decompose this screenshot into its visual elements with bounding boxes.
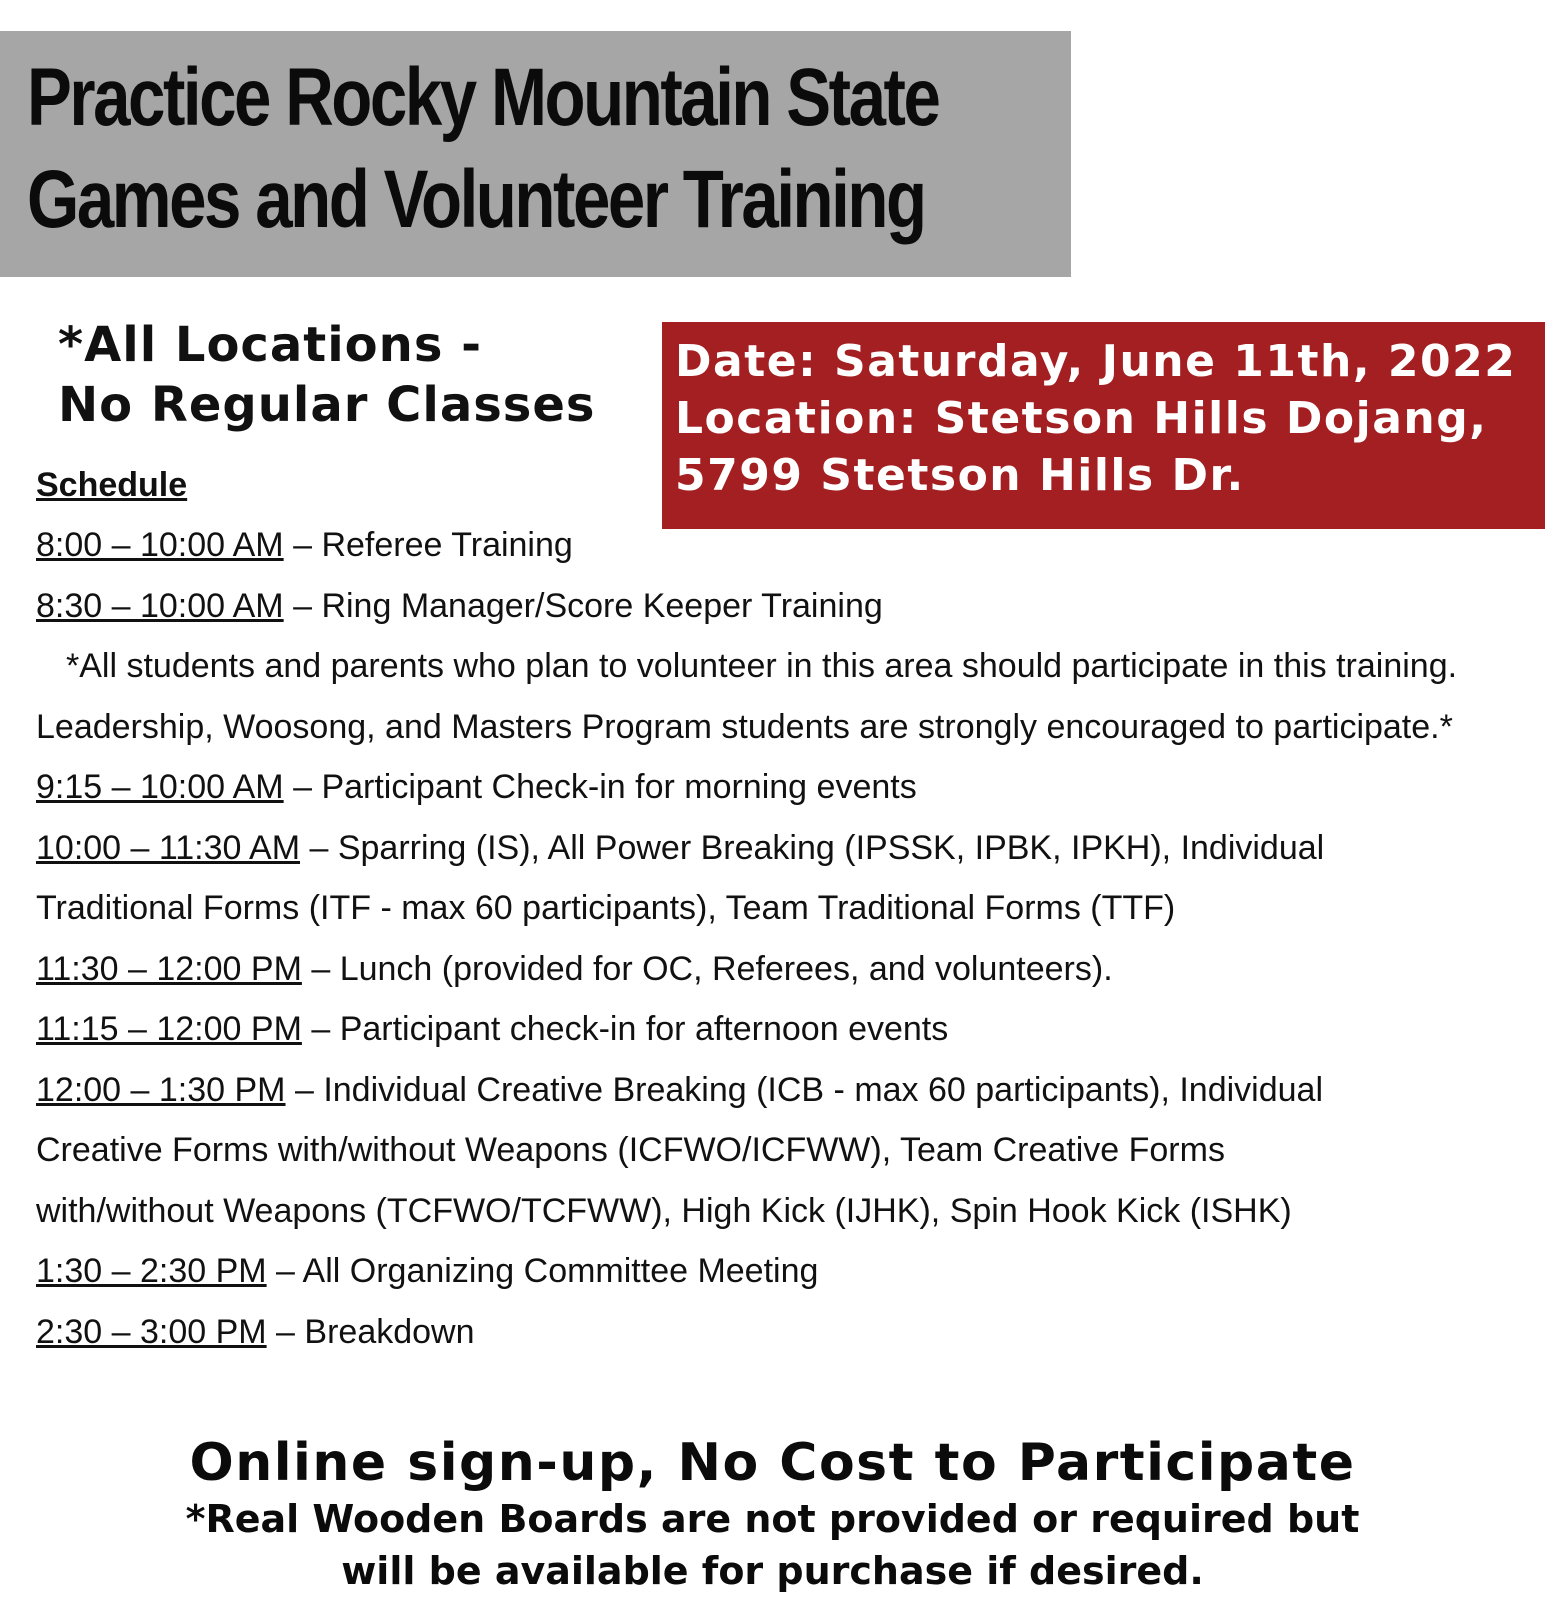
schedule-item-continuation: Creative Forms with/without Weapons (ICFWO/ICFWW), Team Creative Forms	[36, 1131, 1225, 1169]
schedule-item-continuation: with/without Weapons (TCFWO/TCFWW), High Kick (IJHK), Spin Hook Kick (ISHK)	[36, 1191, 1292, 1230]
schedule-heading: Schedule	[36, 466, 188, 504]
schedule-time: 11:15 – 12:00 PM	[36, 1010, 302, 1048]
signup-heading: Online sign-up, No Cost to Participate	[189, 1433, 1356, 1493]
schedule-time: 9:15 – 10:00 AM	[36, 768, 284, 806]
schedule-text: – Individual Creative Breaking (ICB - max 60 participants), Individual	[285, 1070, 1323, 1109]
event-date: Date: Saturday, June 11th, 2022	[675, 336, 1517, 387]
title-banner	[0, 31, 1071, 277]
footer	[0, 1433, 1545, 1597]
schedule-time: 1:30 – 2:30 PM	[36, 1252, 267, 1290]
schedule-text: – Participant Check-in for morning events	[283, 768, 917, 806]
schedule-time: 8:30 – 10:00 AM	[36, 586, 284, 625]
schedule-section	[36, 455, 1516, 1362]
schedule-text: – Referee Training	[283, 526, 573, 564]
schedule-time: 2:30 – 3:00 PM	[36, 1312, 267, 1351]
schedule-text: – Breakdown	[266, 1312, 475, 1351]
schedule-text: – Lunch (provided for OC, Referees, and volunteers).	[301, 949, 1113, 988]
event-location: Location: Stetson Hills Dojang,	[675, 393, 1488, 444]
schedule-text: – Ring Manager/Score Keeper Training	[283, 586, 883, 625]
schedule-item-continuation: Traditional Forms (ITF - max 60 participants), Team Traditional Forms (TTF)	[36, 889, 1176, 927]
boards-note-line-1: *Real Wooden Boards are not provided or required but	[185, 1497, 1360, 1541]
schedule-time: 8:00 – 10:00 AM	[36, 526, 284, 564]
schedule-time: 11:30 – 12:00 PM	[36, 949, 302, 988]
event-address: 5799 Stetson Hills Dr.	[675, 450, 1245, 501]
schedule-item	[36, 1241, 1516, 1302]
schedule-item	[36, 576, 1516, 637]
schedule-item	[36, 1302, 1516, 1363]
schedule-item	[36, 1060, 1516, 1121]
schedule-time: 10:00 – 11:30 AM	[36, 828, 301, 867]
schedule-item	[36, 757, 1516, 818]
schedule-item	[36, 939, 1516, 1000]
schedule-text: – All Organizing Committee Meeting	[266, 1252, 819, 1290]
schedule-text: – Participant check-in for afternoon events	[301, 1010, 949, 1048]
boards-note-line-2: will be available for purchase if desired.	[341, 1549, 1204, 1593]
no-classes-notice	[58, 315, 595, 435]
volunteer-note: *All students and parents who plan to volunteer in this area should participate in this training. Leadership, Woosong, and Masters Program students are strongly encouraged to participate.*	[36, 647, 1458, 746]
schedule-item	[36, 818, 1516, 879]
schedule-text: – Sparring (IS), All Power Breaking (IPSSK, IPBK, IPKH), Individual	[300, 828, 1325, 867]
no-classes-line-2: No Regular Classes	[58, 377, 596, 433]
schedule-time: 12:00 – 1:30 PM	[36, 1070, 286, 1109]
no-classes-line-1: *All Locations -	[58, 317, 483, 373]
title-line-1: Practice Rocky Mountain State	[27, 52, 939, 143]
title-line-2: Games and Volunteer Training	[27, 154, 925, 245]
schedule-item	[36, 515, 1516, 576]
schedule-item	[36, 999, 1516, 1060]
